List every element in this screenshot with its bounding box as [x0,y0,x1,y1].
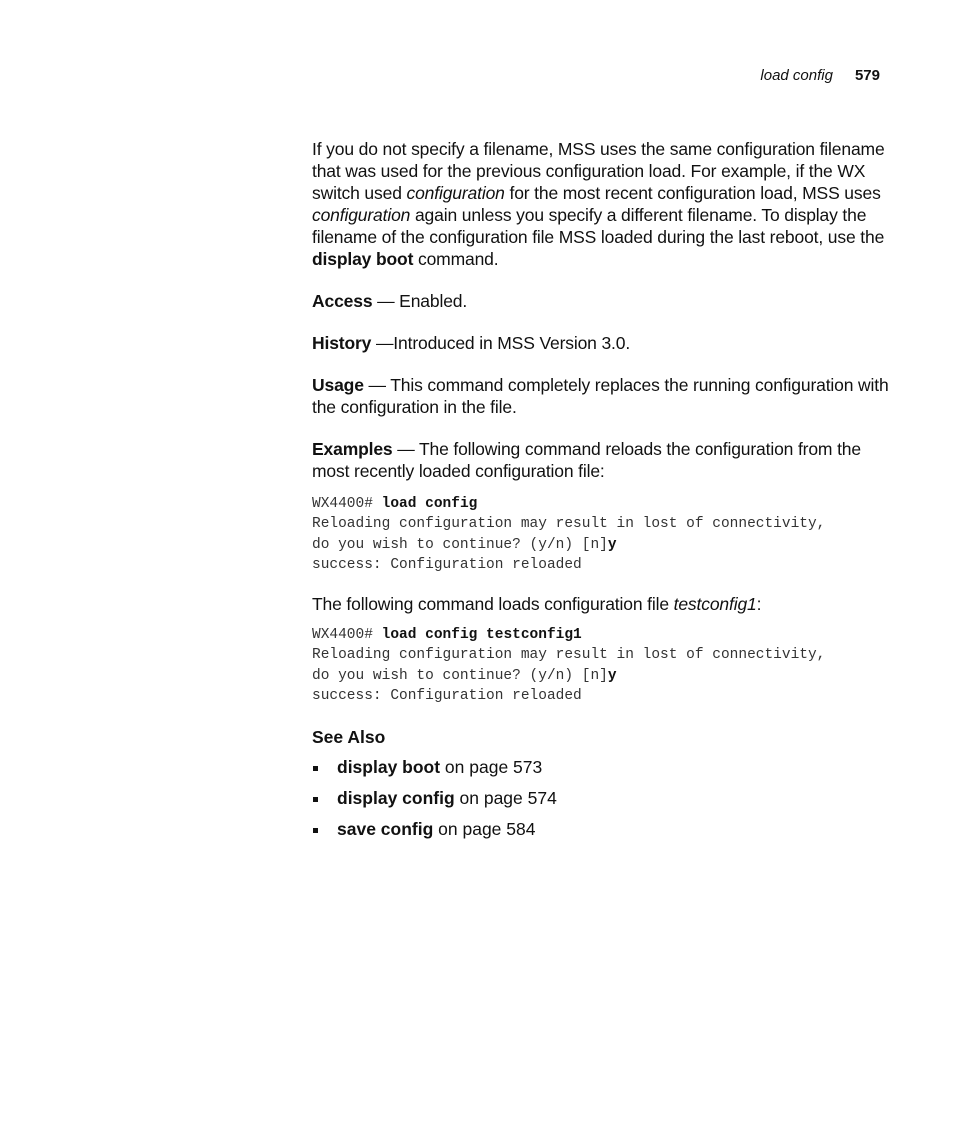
see-also-heading: See Also [312,727,386,748]
second-intro-filename: testconfig1 [673,594,757,615]
code-line: Reloading configuration may result in lost of connectivity, [312,647,826,664]
usage-label: Usage [312,375,364,395]
display-boot-reference: display boot [312,249,414,269]
see-also-list [312,756,892,839]
cli-prompt: WX4400# [312,627,382,644]
see-also-link[interactable]: save config [337,818,434,839]
intro-italic-1: configuration [406,183,505,203]
history-text: —Introduced in MSS Version 3.0. [371,333,631,353]
usage-text: — This command completely replaces the running configuration with the configuration in the file. [312,375,889,417]
page-header [760,66,880,86]
code-example-2 [312,625,892,706]
code-line: Reloading configuration may result in lost of connectivity, [312,516,826,533]
code-line [312,666,892,686]
second-intro-text: The following command loads configuration file [312,594,674,615]
bullet-icon [313,797,318,802]
intro-text-4: command. [413,249,499,269]
usage-paragraph [312,374,892,418]
code-example-1 [312,494,892,575]
cli-command: load config [381,496,478,512]
see-also-item[interactable] [312,818,892,840]
see-also-page-ref: on page 573 [440,757,543,778]
access-label: Access [312,291,373,311]
code-line [312,535,892,555]
intro-paragraph [312,138,892,270]
examples-text: — The following command reloads the configuration from the most recently loaded configuration file: [312,439,861,481]
intro-text-1: If you do not specify a filename, MSS uses the same configuration filename that was used for the previous configuration load. For example, if the WX switch used [312,139,885,203]
intro-italic-2: configuration [312,205,411,225]
history-paragraph [312,332,892,354]
code-line: success: Configuration reloaded [312,688,582,705]
code-line [312,625,892,645]
cli-prompt: WX4400# [312,496,382,512]
intro-text-3: again unless you specify a different filename. To display the filename of the configuration file MSS loaded during the last reboot, use the [312,205,885,247]
intro-text-2: for the most recent configuration load, MSS uses [504,183,881,203]
cli-question: do you wish to continue? (y/n) [n] [312,667,608,684]
code-line [312,494,892,514]
see-also-link[interactable]: display boot [337,757,441,778]
cli-answer: y [607,667,617,684]
second-example-intro [312,593,892,615]
access-paragraph [312,290,892,312]
bullet-icon [313,766,318,771]
see-also-item[interactable] [312,787,892,809]
second-intro-end: : [756,594,762,615]
access-text: — Enabled. [372,291,468,311]
cli-question: do you wish to continue? (y/n) [n] [312,536,608,553]
running-title: load config [760,67,833,84]
see-also-page-ref: on page 584 [433,818,536,839]
cli-answer: y [607,536,617,553]
see-also-page-ref: on page 574 [454,788,557,809]
cli-command: load config testconfig1 [381,627,582,644]
bullet-icon [313,828,318,833]
page-number: 579 [854,67,880,84]
history-label: History [312,333,372,353]
main-content [312,138,892,848]
examples-paragraph [312,438,892,482]
see-also-link[interactable]: display config [337,788,455,809]
see-also-item[interactable] [312,756,892,778]
examples-label: Examples [312,439,393,459]
code-line: success: Configuration reloaded [312,556,582,573]
